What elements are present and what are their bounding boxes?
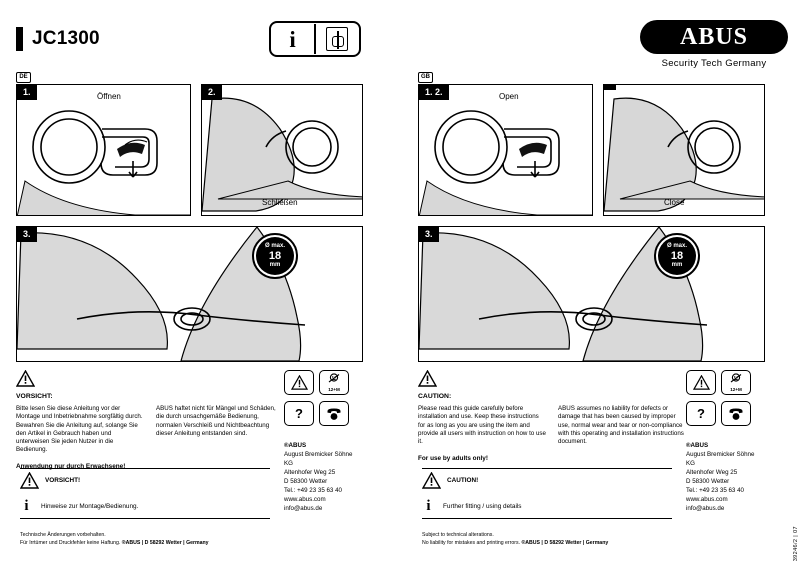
hint-info-icon-de: i <box>24 497 29 514</box>
company-name-de: ®ABUS <box>284 442 307 449</box>
diameter-unit-de: mm <box>269 262 281 269</box>
legal-footer-line1-gb: Subject to technical alterations. <box>422 532 494 538</box>
step-1-illustration-de <box>16 84 191 216</box>
step-2-label-gb: Close <box>664 198 685 207</box>
warning-usage-gb: For use by adults only! <box>418 455 488 463</box>
step-1-number-gb: 1. 2. <box>419 85 449 100</box>
step-3-illustration-gb <box>418 226 765 362</box>
hint-divider-bottom-de <box>20 518 270 519</box>
abus-logo <box>640 20 788 69</box>
product-title: JC1300 <box>32 28 100 49</box>
legal-footer-line1-de: Technische Änderungen vorbehalten. <box>20 532 106 538</box>
age-restriction-label-de: 12+M <box>328 387 340 393</box>
company-line2-de: Altenhofer Weg 25 <box>284 468 336 476</box>
age-restriction-label-gb: 12+M <box>730 387 742 393</box>
hint-block-gb <box>422 472 672 515</box>
question-mark-icon-gb: ? <box>697 406 705 421</box>
warning-text-col1-de: Bitte lesen Sie diese Anleitung vor der Montage und Inbetriebnahme sorgfältig durch. Bewahren Sie die Anleitung auf, solange Sie den Artikel in Gebrauch haben und unterweisen Sie jeden Nutzer in die Bedienung. <box>16 405 143 454</box>
language-flag-de: DE <box>16 72 31 83</box>
warning-triangle-icon-de <box>16 370 35 387</box>
step-2-illustration-de <box>201 84 363 216</box>
phone-icon-gb <box>728 407 744 421</box>
diameter-value-gb: 18 <box>670 249 684 262</box>
phone-icon-de <box>326 407 342 421</box>
legal-footer-line2a-gb: No liability for mistakes and printing errors. <box>422 539 522 546</box>
warning-badge-gb <box>686 370 716 395</box>
step-2-number-de: 2. <box>202 85 222 100</box>
lock-open-drawing-de <box>17 85 191 216</box>
company-line4-de: Tel.: +49 23 35 63 40 <box>284 486 342 494</box>
information-icon-glyph: i <box>289 26 296 52</box>
diameter-unit-gb: mm <box>671 262 683 269</box>
step-row-top-gb <box>418 84 765 216</box>
company-line6-de: info@abus.de <box>284 504 323 512</box>
warning-block-gb <box>418 370 698 464</box>
title-accent-bar <box>16 27 23 51</box>
step-3-number-gb: 3. <box>419 227 439 242</box>
company-line5-de: www.abus.com <box>284 495 326 503</box>
manual-handbook-icon <box>316 27 359 51</box>
step-1-number-de: 1. <box>17 85 37 100</box>
age-restriction-badge-gb <box>721 370 751 395</box>
information-icon <box>271 28 314 51</box>
legal-footer-line2b-de: ®ABUS | D 58292 Wetter | Germany <box>121 539 209 546</box>
warning-text-col1-gb: Please read this guide carefully before installation and use. Keep these instructions for as long as you are using the item and provide all users with instruction on how to use it. <box>418 405 546 445</box>
company-line1-gb: August Bremicker Söhne KG <box>686 450 755 467</box>
legal-footer-de <box>20 532 209 548</box>
hint-text-gb: Further fitting / using details <box>443 502 522 510</box>
hint-info-icon-gb: i <box>426 497 431 514</box>
warning-badge-de <box>284 370 314 395</box>
company-line1-de: August Bremicker Söhne KG <box>284 450 353 467</box>
warning-title-de: VORSICHT: <box>16 393 53 401</box>
hint-title-de: VORSICHT! <box>45 477 81 484</box>
language-flag-gb: GB <box>418 72 433 83</box>
company-block-gb <box>686 442 765 514</box>
abus-logo-text: ABUS <box>640 20 788 54</box>
legal-footer-line2b-gb: ®ABUS | D 58292 Wetter | Germany <box>521 539 609 546</box>
company-line5-gb: www.abus.com <box>686 495 728 503</box>
warning-block-de <box>16 370 296 472</box>
badge-group-gb <box>686 370 751 426</box>
step-2-number-gb <box>604 85 616 90</box>
question-mark-icon-de: ? <box>295 406 303 421</box>
diameter-badge-de <box>252 233 298 279</box>
hint-warning-triangle-icon-de <box>20 472 39 489</box>
step-2-label-de: Schließen <box>262 198 298 207</box>
company-block-de <box>284 442 363 514</box>
hint-block-de <box>20 472 270 515</box>
diameter-value-de: 18 <box>268 249 282 262</box>
hint-warning-triangle-icon-gb <box>422 472 441 489</box>
lock-close-drawing-gb <box>604 85 765 216</box>
diameter-label-gb: Ø max. <box>666 243 687 250</box>
pictogram-group <box>269 21 361 57</box>
step-3-illustration-de <box>16 226 363 362</box>
warning-text-col2-gb: ABUS assumes no liability for defects or damage that has been caused by improper use, normal wear and tear or non-compliance with this operating and installation instructions document. <box>558 405 684 445</box>
step-2-illustration-gb <box>603 84 765 216</box>
step-1-label-de: Öffnen <box>97 92 121 101</box>
company-line2-gb: Altenhofer Weg 25 <box>686 468 738 476</box>
diameter-label-de: Ø max. <box>264 243 285 250</box>
hint-divider-top-gb <box>422 468 672 469</box>
step-3-number-de: 3. <box>17 227 37 242</box>
warning-triangle-icon-gb <box>418 370 437 387</box>
warning-text-col2-de: ABUS haftet nicht für Mängel und Schäden, die durch unsachgemäße Bedienung, normalen Verschleiß und Nichtbeachtung dieser Anleitung entstanden sind. <box>156 405 276 437</box>
lock-close-drawing-de <box>202 85 363 216</box>
phone-badge-gb <box>721 401 751 426</box>
lock-open-drawing-gb <box>419 85 593 216</box>
step-row-top-de <box>16 84 363 216</box>
page-title <box>16 27 100 51</box>
mounted-lock-drawing-de <box>17 227 363 362</box>
hint-divider-top-de <box>20 468 270 469</box>
hint-title-gb: CAUTION! <box>447 477 479 484</box>
phone-badge-de <box>319 401 349 426</box>
company-name-gb: ®ABUS <box>686 442 709 449</box>
question-badge-de <box>284 401 314 426</box>
hint-divider-bottom-gb <box>422 518 672 519</box>
mounted-lock-drawing-gb <box>419 227 765 362</box>
step-1-illustration-gb <box>418 84 593 216</box>
company-line6-gb: info@abus.de <box>686 504 725 512</box>
company-line3-gb: D 58300 Wetter <box>686 477 730 485</box>
age-restriction-badge-de <box>319 370 349 395</box>
company-line4-gb: Tel.: +49 23 35 63 40 <box>686 486 744 494</box>
header <box>0 0 802 69</box>
abus-logo-tagline: Security Tech Germany <box>661 58 767 69</box>
warning-usage-de: Anwendung nur durch Erwachsene! <box>16 463 126 471</box>
warning-title-gb: CAUTION: <box>418 393 452 401</box>
document-code: 39246/2 | 07 <box>793 525 799 561</box>
legal-footer-line2a-de: Für Irrtümer und Druckfehler keine Haftung. <box>20 539 122 546</box>
step-1-label-gb: Open <box>499 92 519 101</box>
company-line3-de: D 58300 Wetter <box>284 477 328 485</box>
badge-group-de <box>284 370 349 426</box>
diameter-badge-gb <box>654 233 700 279</box>
legal-footer-gb <box>422 532 608 548</box>
hint-text-de: Hinweise zur Montage/Bedienung. <box>41 502 139 510</box>
question-badge-gb <box>686 401 716 426</box>
